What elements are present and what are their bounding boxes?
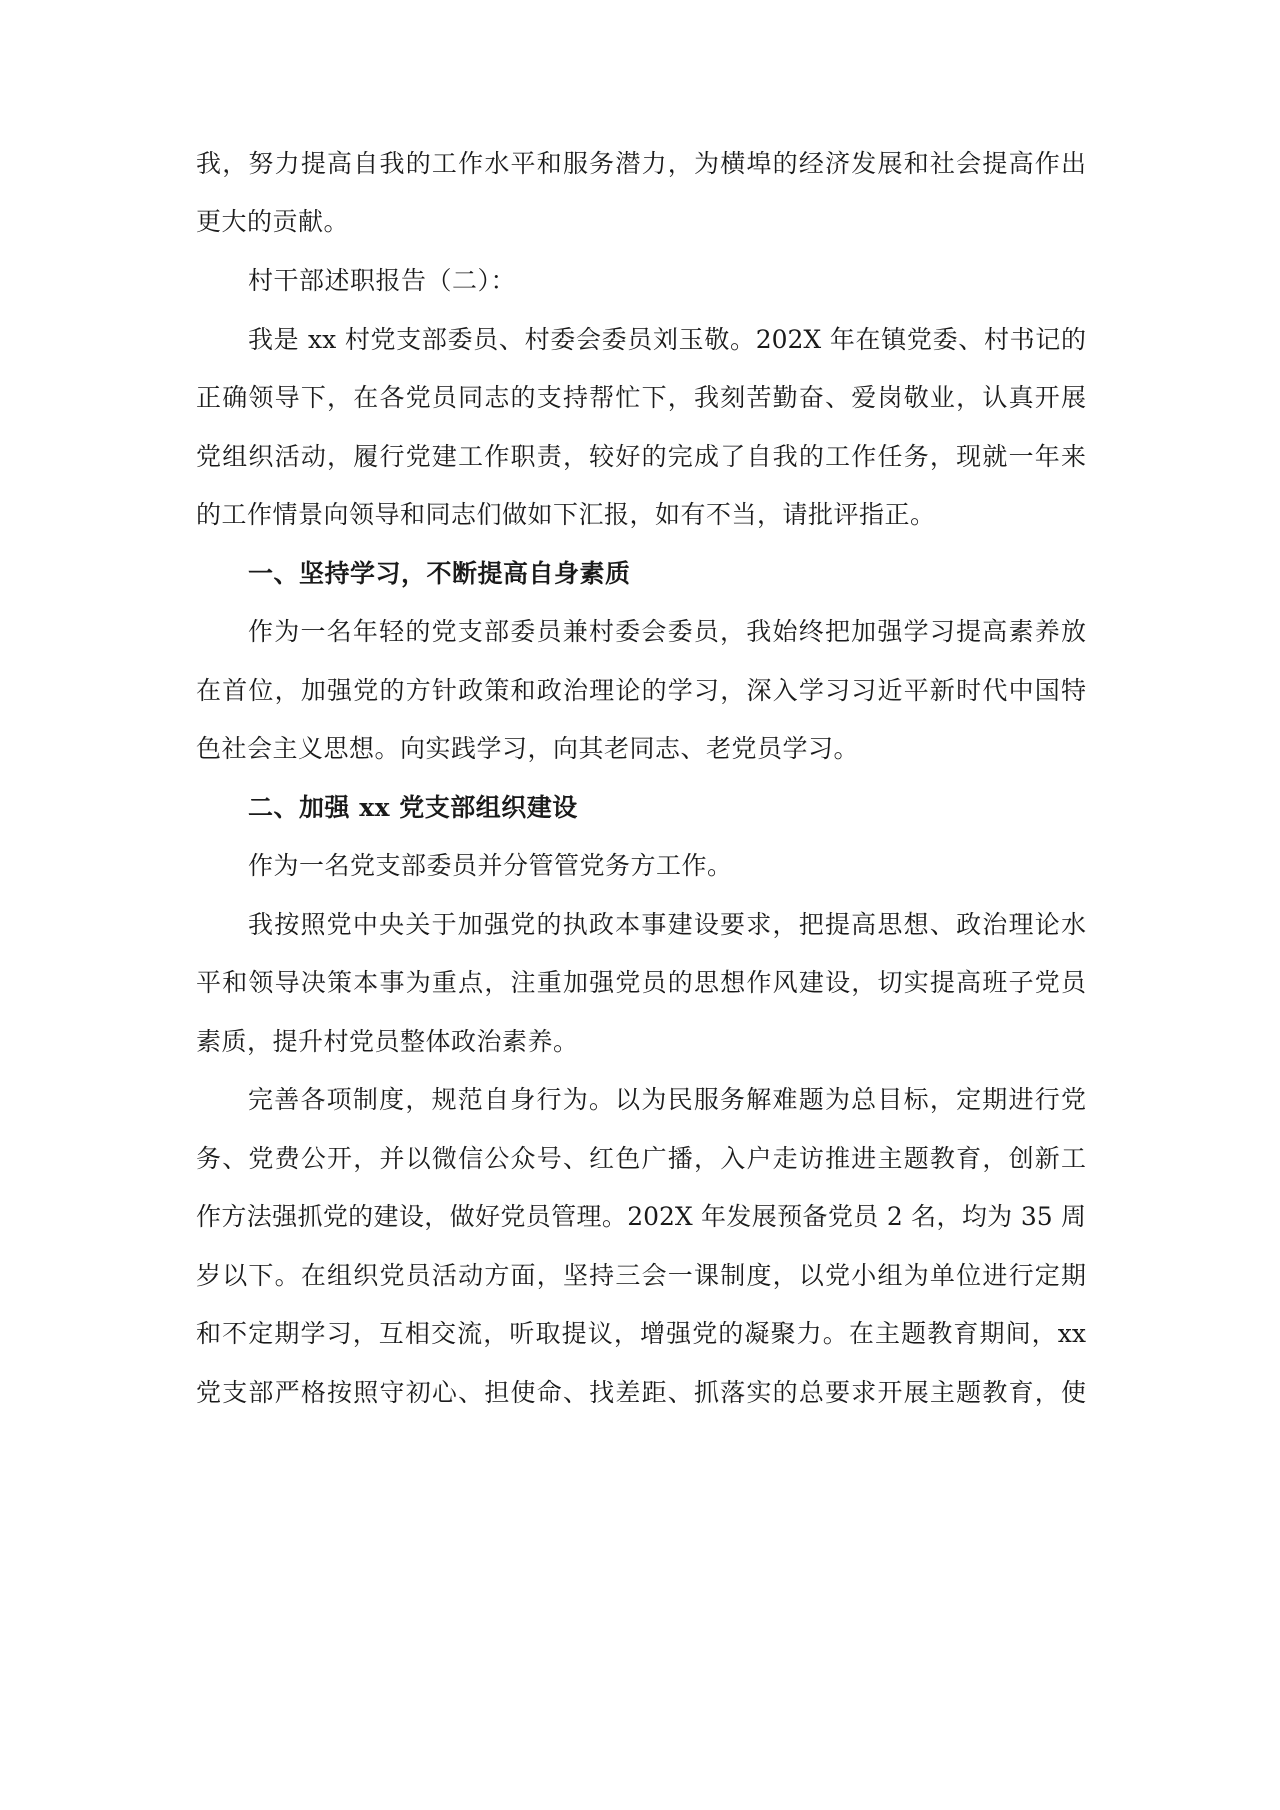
paragraph-line: 完善各项制度，规范自身行为。以为民服务解难题为总目标，定期进行党	[248, 1085, 1086, 1114]
paragraph-line: 正确领导下，在各党员同志的支持帮忙下，我刻苦勤奋、爱岗敬业，认真开展	[196, 383, 1086, 412]
paragraph-line: 作为一名年轻的党支部委员兼村委会委员，我始终把加强学习提高素养放	[248, 617, 1086, 646]
report-subtitle: 村干部述职报告（二）：	[248, 266, 517, 295]
paragraph-line: 岁以下。在组织党员活动方面，坚持三会一课制度，以党小组为单位进行定期	[196, 1261, 1086, 1290]
paragraph-line: 务、党费公开，并以微信公众号、红色广播，入户走访推进主题教育，创新工	[196, 1144, 1086, 1173]
paragraph-line: 平和领导决策本事为重点，注重加强党员的思想作风建设，切实提高班子党员	[196, 968, 1086, 997]
paragraph-line: 我，努力提高自我的工作水平和服务潜力，为横埠的经济发展和社会提高作出	[196, 149, 1086, 178]
paragraph-line: 作为一名党支部委员并分管管党务方工作。	[248, 851, 733, 880]
paragraph-line: 党组织活动，履行党建工作职责，较好的完成了自我的工作任务，现就一年来	[196, 442, 1086, 471]
paragraph-line: 在首位，加强党的方针政策和政治理论的学习，深入学习习近平新时代中国特	[196, 676, 1086, 705]
paragraph-line: 素质，提升村党员整体政治素养。	[196, 1027, 579, 1056]
paragraph-line: 和不定期学习，互相交流，听取提议，增强党的凝聚力。在主题教育期间，xx	[196, 1319, 1086, 1348]
paragraph-line: 我按照党中央关于加强党的执政本事建设要求，把提高思想、政治理论水	[248, 910, 1086, 939]
paragraph-line: 我是 xx 村党支部委员、村委会委员刘玉敬。202X 年在镇党委、村书记的	[248, 325, 1086, 354]
paragraph-line: 色社会主义思想。向实践学习，向其老同志、老党员学习。	[196, 734, 860, 763]
paragraph-line: 党支部严格按照守初心、担使命、找差距、抓落实的总要求开展主题教育，使	[196, 1378, 1086, 1407]
section-heading: 一、坚持学习，不断提高自身素质	[248, 559, 631, 588]
paragraph-line: 的工作情景向领导和同志们做如下汇报，如有不当，请批评指正。	[196, 500, 936, 529]
paragraph-line: 作方法强抓党的建设，做好党员管理。202X 年发展预备党员 2 名，均为 35 周	[196, 1202, 1086, 1231]
section-heading: 二、加强 xx 党支部组织建设	[248, 793, 578, 822]
paragraph-line: 更大的贡献。	[196, 207, 350, 236]
